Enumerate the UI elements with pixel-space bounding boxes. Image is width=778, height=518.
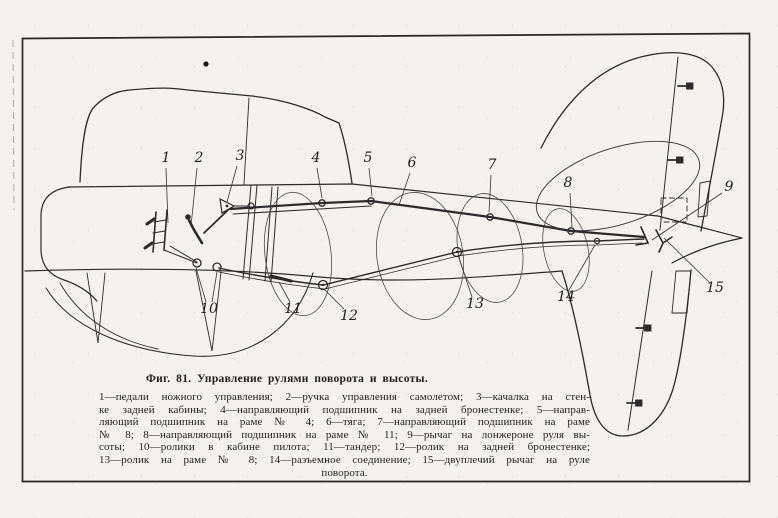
figure-title: Фиг. 81. Управление рулями поворота и высоты. xyxy=(145,373,429,385)
callout-number-10: 10 xyxy=(200,301,218,317)
bearing-8-dot xyxy=(570,230,572,232)
leader-line-4 xyxy=(317,168,322,198)
canopy-frame-line xyxy=(244,98,249,184)
stick-rod xyxy=(204,210,228,233)
bearing-4-dot xyxy=(321,202,323,204)
wing-fillet-inner xyxy=(60,283,158,349)
leader-line-10 xyxy=(212,272,217,302)
armored-wall-lines xyxy=(243,185,278,282)
control-linkage xyxy=(145,198,672,290)
callout-number-15: 15 xyxy=(706,280,724,296)
callout-number-8: 8 xyxy=(563,175,573,191)
rudder-lever-15 xyxy=(656,230,672,252)
cable-rollers xyxy=(193,248,462,290)
frame-margin-line xyxy=(13,40,14,210)
scan-artifact-dot xyxy=(203,61,208,66)
leader-line-8 xyxy=(570,193,572,227)
callout-number-5: 5 xyxy=(363,150,373,166)
legend-line: 13—ролик на раме № 8; 14—разъемное соединение; 15—двуплечий рычаг на руле xyxy=(99,453,590,466)
callout-number-11: 11 xyxy=(284,301,302,317)
stick-grip xyxy=(185,214,191,220)
callout-number-13: 13 xyxy=(466,296,484,312)
legend-line: ке задней кабины; 4—направляющий подшипник на задней бронестенке; 5—направ- xyxy=(99,403,590,416)
callout-number-12: 12 xyxy=(340,308,358,324)
rocker-pivot xyxy=(226,205,229,208)
legend-line: 1—педали ножного управления; 2—ручка управления самолетом; 3—качалка на стен- xyxy=(99,391,590,403)
rudder-tab xyxy=(672,271,691,313)
bearing-7-dot xyxy=(489,216,491,218)
pedal-plates xyxy=(145,219,154,248)
tailcone-tip xyxy=(658,216,742,263)
fin-tab xyxy=(698,181,710,217)
roller-10b xyxy=(213,263,221,271)
leader-line-7 xyxy=(489,175,491,212)
hinge-pin-head xyxy=(636,400,642,405)
fuselage-frames xyxy=(258,124,711,326)
leader-line-2 xyxy=(191,168,197,226)
leader-line-3 xyxy=(227,166,237,202)
roller-13-dot xyxy=(456,251,458,253)
hinge-pin-head xyxy=(687,83,693,88)
leader-line-14 xyxy=(569,245,595,290)
callout-number-1: 1 xyxy=(161,150,171,166)
legend-line: № 8; 8—направляющий подшипник на раме № 11; 9—рычаг на лонжероне руля вы- xyxy=(99,428,590,441)
pedal-assembly xyxy=(145,210,167,252)
callout-number-9: 9 xyxy=(724,179,734,195)
leader-line-12 xyxy=(324,289,344,309)
legend-line: соты; 10—ролики в кабине пилота; 11—тандер; 12—ролик на задней бронестенке; xyxy=(99,441,590,454)
elevator-push-rod xyxy=(230,201,644,237)
stabilizer-leaf xyxy=(525,124,710,249)
leader-line-11 xyxy=(279,282,290,302)
legend-line: ляющий подшипник на раме № 4; 6—тяга; 7—направляющий подшипник на раме xyxy=(99,416,590,429)
vertical-fin xyxy=(541,53,724,231)
callout-number-14: 14 xyxy=(557,289,575,305)
pedal-link xyxy=(164,246,197,263)
roller-12-dot xyxy=(322,284,324,286)
legend-line: поворота. xyxy=(321,466,368,479)
leader-line-13 xyxy=(458,255,472,297)
callout-number-7: 7 xyxy=(487,157,497,173)
hinge-pin-head xyxy=(645,325,651,330)
wing-spar-front xyxy=(87,273,105,343)
fuselage-bottom-line xyxy=(25,269,562,280)
leader-line-5 xyxy=(369,168,372,196)
leader-line-15 xyxy=(664,238,710,283)
callout-number-3: 3 xyxy=(235,148,245,164)
callout-number-2: 2 xyxy=(194,150,204,166)
callout-number-4: 4 xyxy=(311,150,321,166)
canopy-hump xyxy=(80,88,352,183)
callout-number-6: 6 xyxy=(407,155,417,171)
bearing-5-dot xyxy=(370,200,372,202)
control-stick xyxy=(185,214,202,243)
hinge-pin-head xyxy=(677,157,683,162)
rudder-cable-2 xyxy=(219,243,642,289)
figure-legend xyxy=(99,391,590,479)
